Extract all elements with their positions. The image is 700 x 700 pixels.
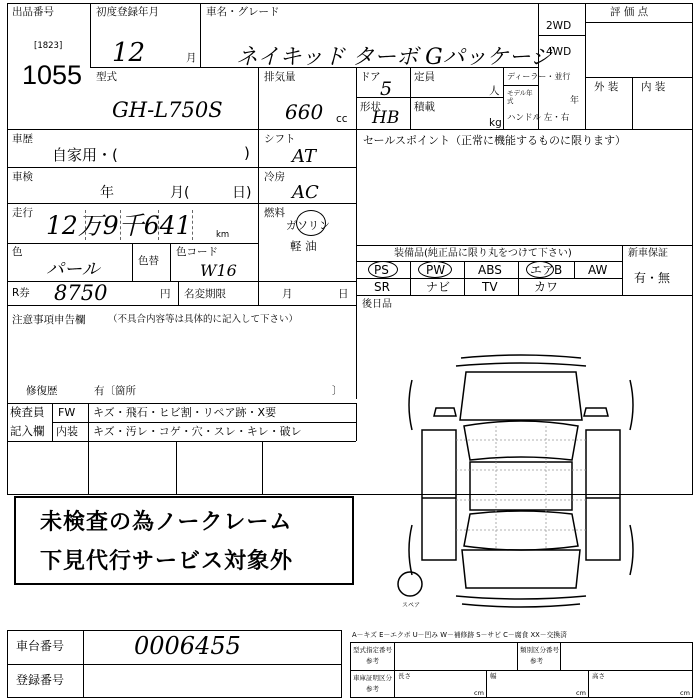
sales-label: セールスポイント（正常に機能するものに限ります）: [363, 134, 627, 147]
shape-label: 形状: [360, 101, 381, 113]
drive-2wd: 2WD: [546, 20, 572, 32]
vehicle-cert-sub: 参考: [366, 685, 379, 693]
divider: [7, 441, 356, 442]
notes-sub: （不具合内容等は具体的に記入して下さい）: [108, 314, 299, 325]
repair-close: 〕: [332, 385, 343, 397]
divider: [178, 281, 179, 305]
divider: [632, 77, 633, 129]
equip-navi: ナビ: [426, 280, 451, 294]
inspector-label: 検査員: [10, 405, 45, 419]
shift-value: AT: [292, 146, 317, 167]
interior-text: キズ・汚レ・コゲ・穴・スレ・キレ・破レ: [93, 425, 302, 438]
length-cm: cm: [474, 689, 484, 697]
divider: [356, 403, 357, 441]
new-warranty-value: 有・無: [634, 271, 671, 285]
load-unit: kg: [489, 117, 502, 129]
displacement-unit: cc: [336, 113, 348, 125]
load-label: 積載: [414, 101, 435, 113]
car-diagram: [396, 350, 646, 612]
lot-number: 1055: [22, 60, 83, 90]
dealer-label: ディーラー・並行: [507, 72, 571, 81]
divider: [350, 670, 693, 671]
divider: [518, 261, 519, 295]
first-reg-value: 12: [112, 38, 146, 68]
equip-aw: AW: [588, 263, 608, 277]
divider: [170, 243, 171, 281]
capacity-unit: 人: [489, 85, 500, 97]
repair-value: 有〔箇所: [94, 385, 136, 397]
divider: [585, 77, 693, 78]
history-value: 自家用・(: [52, 146, 118, 164]
exterior-label: 外 装: [594, 81, 619, 93]
equip-ps-circle: [368, 261, 398, 278]
model-year-label: モデル年式: [507, 89, 533, 105]
model-name-value: ネイキッド ターボ Gパッケージ: [236, 45, 553, 70]
name-change-label: 名変期限: [184, 288, 226, 300]
divider: [356, 295, 693, 296]
mileage-unit: km: [216, 230, 230, 240]
vehicle-cert-label: 車庫証明区分: [353, 674, 392, 682]
category-sub: 参考: [530, 657, 543, 665]
equip-abs: ABS: [478, 263, 502, 277]
recycle-value: 8750: [54, 281, 108, 305]
first-reg-label: 初度登録年月: [96, 6, 159, 18]
capacity-label: 定員: [414, 71, 435, 83]
shaken-month: 月(: [170, 185, 190, 201]
stamp-line1: 未検査の為ノークレーム: [40, 510, 293, 535]
lot-sub: [1823]: [34, 41, 63, 51]
equip-ps: PS: [374, 263, 389, 277]
shift-label: シフト: [264, 133, 296, 145]
equip-label: 装備品(純正品に限り丸をつけて下さい): [394, 248, 572, 259]
equip-leather: カワ: [534, 280, 559, 294]
divider: [394, 642, 395, 698]
history-close: ): [244, 144, 250, 162]
equip-airbag-circle: [526, 261, 554, 278]
fw-text: キズ・飛石・ヒビ割・リペア跡・X要: [93, 406, 277, 419]
fuel-gas-circle: [296, 210, 326, 236]
divider: [356, 67, 357, 129]
divider: [7, 129, 693, 130]
shaken-day: 日): [232, 185, 252, 201]
divider: [588, 670, 589, 698]
width-cm: cm: [576, 689, 586, 697]
month-unit: 月: [186, 52, 197, 64]
color-change-label: 色替: [138, 255, 159, 267]
new-warranty-label: 新車保証: [628, 248, 668, 259]
handle-label: ハンドル 左・右: [507, 113, 570, 123]
drive-4wd: 4WD: [546, 46, 572, 58]
type-value: GH-L750S: [112, 98, 223, 122]
rear-label: 後日品: [362, 299, 392, 310]
interior-rating-label: 内 装: [641, 81, 666, 93]
ac-value: AC: [292, 182, 319, 203]
divider: [410, 261, 411, 295]
chassis-value: 0006455: [134, 632, 241, 660]
width-label: 幅: [490, 672, 497, 680]
divider: [356, 261, 622, 262]
history-label: 車歴: [12, 133, 33, 145]
equip-pw: PW: [426, 263, 446, 277]
divider: [622, 245, 623, 295]
divider: [503, 67, 504, 129]
color-label: 色: [12, 246, 23, 258]
divider: [560, 642, 561, 670]
equip-sr: SR: [374, 280, 390, 294]
divider: [7, 664, 342, 665]
fuel-gas: ガソリン: [286, 219, 330, 232]
divider: [517, 642, 518, 670]
color-value: パール: [46, 259, 100, 280]
fuel-diesel: 軽 油: [290, 239, 317, 253]
divider: [120, 210, 121, 240]
color-code-value: W16: [200, 261, 237, 280]
mileage-label: 走行: [12, 207, 33, 219]
doors-label: ドア: [360, 71, 381, 83]
divider: [158, 210, 159, 240]
spare-label: スペア: [402, 602, 421, 609]
divider: [258, 129, 259, 305]
divider: [7, 203, 258, 204]
shaken-label: 車検: [12, 171, 33, 183]
reg-label: 登録番号: [16, 673, 65, 687]
divider: [356, 97, 503, 98]
divider: [503, 85, 538, 86]
equip-tv: TV: [482, 280, 498, 294]
type-label: 型式: [96, 71, 117, 83]
fw-label: FW: [58, 406, 76, 419]
divider: [90, 3, 91, 67]
category-label: 類別区分番号: [520, 646, 559, 654]
divider: [7, 403, 356, 404]
divider: [192, 210, 193, 240]
fuel-label: 燃料: [264, 207, 285, 219]
divider: [258, 167, 356, 168]
chassis-label: 車台番号: [16, 639, 65, 653]
divider: [83, 630, 84, 698]
recycle-label: R券: [12, 287, 30, 299]
height-cm: cm: [680, 689, 690, 697]
model-name-label: 車名・グレード: [206, 6, 280, 18]
divider: [52, 422, 356, 423]
ac-label: 冷房: [264, 171, 285, 183]
model-designation-sub: 参考: [366, 657, 379, 665]
divider: [574, 261, 575, 278]
mileage-value: 12万9千641: [46, 211, 192, 240]
divider: [88, 441, 89, 495]
shape-value: HB: [372, 108, 400, 128]
displacement-label: 排気量: [264, 71, 296, 83]
divider: [356, 245, 693, 246]
repair-label: 修復歴: [26, 385, 58, 397]
stamp-line2: 下見代行サービス対象外: [40, 549, 294, 574]
name-change-day: 日: [338, 288, 349, 300]
doors-value: 5: [380, 78, 393, 100]
equip-pw-circle: [418, 261, 452, 278]
shaken-year: 年: [100, 185, 114, 201]
legend: A－キズ E－エクボ U－凹み W－補修跡 S－サビ C－腐食 XX－交換済: [352, 631, 567, 639]
rating-label: 評 価 点: [610, 6, 649, 18]
entry-label: 記入欄: [10, 424, 45, 438]
divider: [7, 167, 258, 168]
divider: [410, 67, 411, 129]
divider: [258, 67, 259, 129]
interior-entry-label: 内装: [56, 425, 78, 438]
divider: [176, 441, 177, 495]
divider: [85, 210, 86, 240]
year-unit: 年: [570, 96, 580, 106]
divider: [90, 67, 538, 68]
length-label: 長さ: [398, 672, 411, 680]
displacement-value: 660: [285, 100, 324, 124]
lot-label: 出品番号: [12, 6, 54, 18]
recycle-yen: 円: [160, 288, 171, 300]
divider: [538, 35, 585, 36]
divider: [356, 278, 622, 279]
divider: [7, 305, 356, 306]
name-change-month: 月: [282, 288, 293, 300]
divider: [464, 261, 465, 295]
color-code-label: 色コード: [176, 246, 218, 258]
divider: [262, 441, 263, 495]
divider: [132, 243, 133, 281]
height-label: 高さ: [592, 672, 605, 680]
divider: [585, 22, 693, 23]
divider: [200, 3, 201, 67]
equip-airbag: エアB: [530, 263, 563, 277]
divider: [486, 670, 487, 698]
notes-label: 注意事項申告欄: [12, 314, 86, 326]
divider: [356, 129, 357, 399]
model-designation-label: 型式指定番号: [353, 646, 392, 654]
divider: [258, 203, 356, 204]
